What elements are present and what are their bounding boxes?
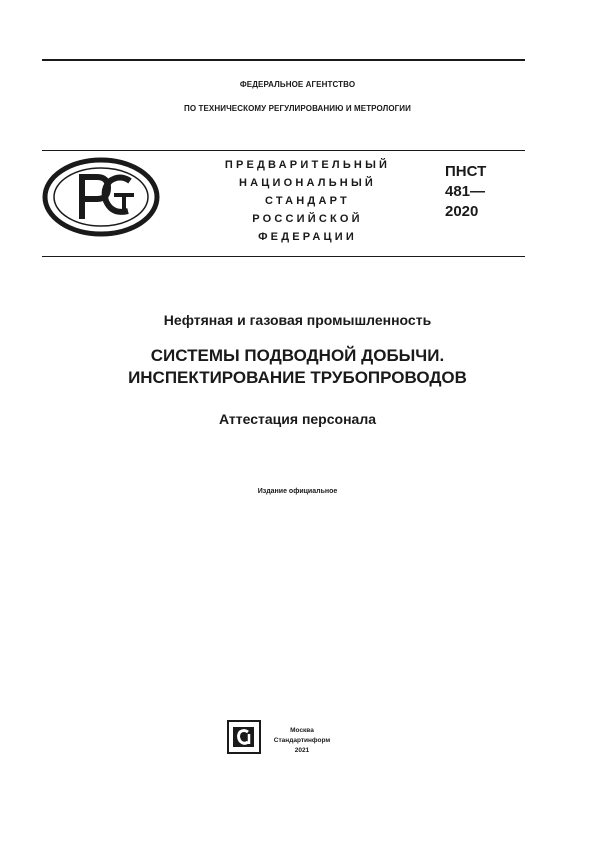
standard-type-line: ПРЕДВАРИТЕЛЬНЫЙ <box>224 159 391 171</box>
standard-number-year: 2020 <box>445 203 479 220</box>
standard-type-line: ФЕДЕРАЦИИ <box>258 231 357 243</box>
standartinform-logo-icon <box>227 720 261 754</box>
header-bottom-rule <box>42 256 525 257</box>
edition-note: Издание официальное <box>257 488 338 495</box>
publisher-name: Стандартинформ <box>273 737 331 744</box>
standard-type-line: СТАНДАРТ <box>265 195 350 207</box>
standard-type-line: НАЦИОНАЛЬНЫЙ <box>238 177 377 189</box>
standard-number <box>445 162 486 222</box>
gost-r-mark-icon <box>42 157 160 237</box>
agency-name-line-2: ПО ТЕХНИЧЕСКОМУ РЕГУЛИРОВАНИЮ И МЕТРОЛОГИИ <box>183 104 412 113</box>
document-title-line-2: ИНСПЕКТИРОВАНИЕ ТРУБОПРОВОДОВ <box>128 368 467 387</box>
top-rule <box>42 59 525 61</box>
standard-type <box>210 156 405 246</box>
standard-number-prefix: ПНСТ <box>445 163 487 180</box>
publisher-imprint <box>262 726 342 756</box>
standard-type-line: РОССИЙСКОЙ <box>252 213 363 225</box>
publisher-city: Москва <box>290 727 314 734</box>
standard-number-value: 481— <box>445 183 486 200</box>
publisher-year: 2021 <box>294 747 310 754</box>
header-rule <box>42 150 525 151</box>
document-title-line-1: СИСТЕМЫ ПОДВОДНОЙ ДОБЫЧИ. <box>150 346 445 365</box>
industry-heading: Нефтяная и газовая промышленность <box>163 312 432 328</box>
document-title <box>0 345 595 389</box>
agency-name-line-1: ФЕДЕРАЛЬНОЕ АГЕНТСТВО <box>239 80 356 89</box>
document-subtitle: Аттестация персонала <box>219 411 376 427</box>
